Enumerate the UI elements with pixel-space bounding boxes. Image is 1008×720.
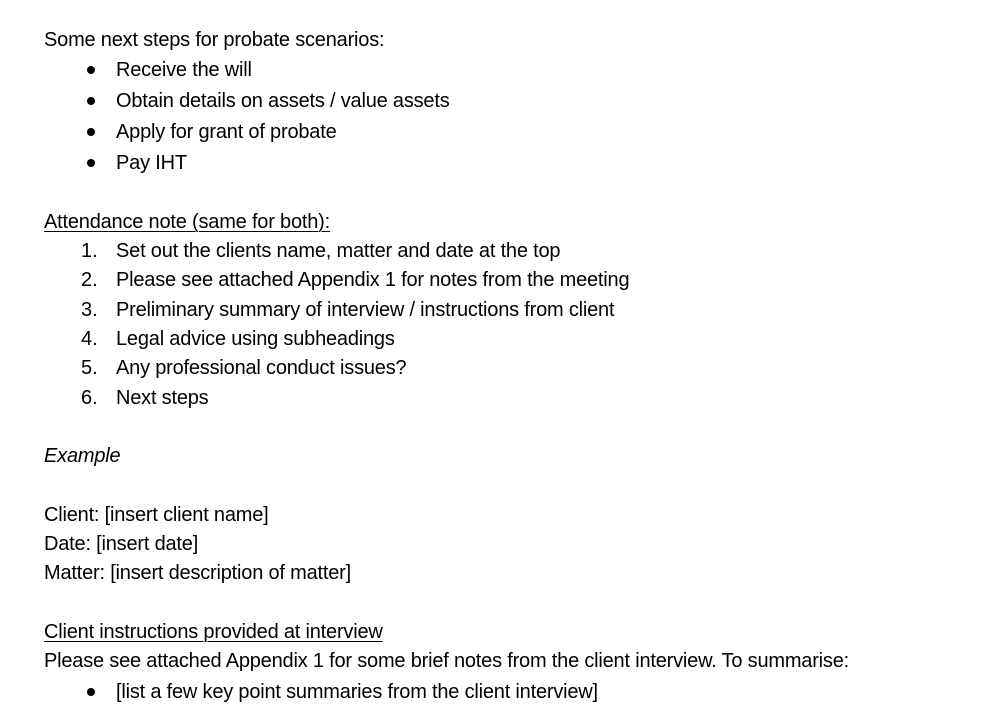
next-steps-item: Apply for grant of probate (116, 121, 337, 143)
example-date: Date: [insert date] (44, 533, 199, 555)
attendance-note-item: Preliminary summary of interview / instructions from client (116, 299, 615, 321)
list-number: 4. (81, 328, 98, 350)
attendance-note-item: Next steps (116, 387, 209, 409)
list-number: 3. (81, 299, 98, 321)
attendance-note-item: Legal advice using subheadings (116, 328, 395, 350)
example-matter: Matter: [insert description of matter] (44, 562, 351, 584)
attendance-note-item: Any professional conduct issues? (116, 357, 407, 379)
bullet-icon (87, 128, 95, 136)
bullet-icon (87, 66, 95, 74)
example-client: Client: [insert client name] (44, 504, 269, 526)
client-instructions-heading: Client instructions provided at interview (44, 621, 383, 643)
client-instructions-item: [list a few key point summaries from the client interview] (116, 681, 598, 703)
bullet-icon (87, 688, 95, 696)
list-number: 2. (81, 269, 98, 291)
attendance-note-heading: Attendance note (same for both): (44, 211, 330, 233)
example-label: Example (44, 445, 121, 467)
bullet-icon (87, 159, 95, 167)
next-steps-item: Obtain details on assets / value assets (116, 90, 450, 112)
attendance-note-item: Set out the clients name, matter and date at the top (116, 240, 561, 262)
next-steps-heading: Some next steps for probate scenarios: (44, 29, 385, 51)
list-number: 6. (81, 387, 98, 409)
list-number: 5. (81, 357, 98, 379)
attendance-note-item: Please see attached Appendix 1 for notes from the meeting (116, 269, 630, 291)
bullet-icon (87, 97, 95, 105)
list-number: 1. (81, 240, 98, 262)
next-steps-item: Receive the will (116, 59, 252, 81)
next-steps-item: Pay IHT (116, 152, 187, 174)
client-instructions-body: Please see attached Appendix 1 for some brief notes from the client interview. To summarise: (44, 650, 849, 672)
